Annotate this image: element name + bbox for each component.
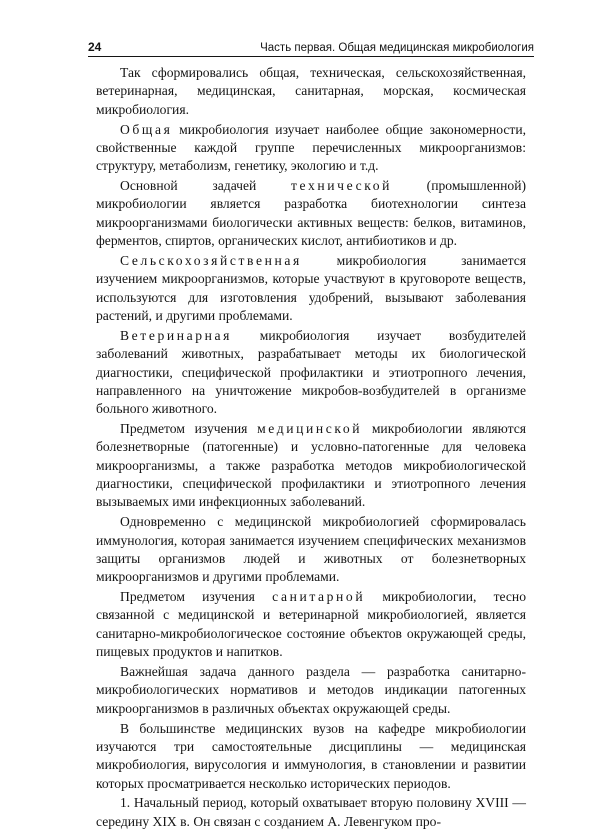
spaced-term: медицинской xyxy=(257,421,363,437)
paragraph-text: Одновременно с медицинской микробиологией сформировалась иммунология, которая занимается изучением специфических механизмов защиты организмов людей и животных от болезнетворных микроорганизмов и другими проблемами. xyxy=(96,514,526,585)
paragraph-text: Предметом изучения xyxy=(120,589,273,605)
paragraph-text: Так сформировались общая, техническая, сельскохозяйственная, ветеринарная, медицинская, санитарная, морская, космическая микробиология. xyxy=(96,65,526,117)
paragraph xyxy=(96,327,526,419)
page-number: 24 xyxy=(88,40,102,54)
paragraph-text: микробиологии являются болезнетворные (патогенные) и условно-патогенные для человека микроорганизмы, а также разработка методов микробиологической диагностики, специфической профилактики и этиотропного лечения вызываемых ими инфекционных заболеваний. xyxy=(96,421,526,510)
paragraph xyxy=(96,420,526,512)
spaced-term: Общая xyxy=(120,121,173,137)
paragraph xyxy=(96,177,526,250)
paragraph-text: микробиология изучает возбудителей заболеваний животных, разрабатывает методы их биологической диагностики, специфической профилактики и этиотропного лечения, направленного на уничтожение микробов-возбудителей в организме больного животного. xyxy=(96,327,526,417)
paragraph xyxy=(96,513,526,586)
running-header xyxy=(88,34,534,54)
paragraph xyxy=(96,794,526,831)
paragraph-text: микробиология занимается изучением микроорганизмов, которые участвуют в круговороте веществ, используются для изготовления удобрений, вызывают заболевания растений, и другими проблемами. xyxy=(96,252,526,323)
paragraph xyxy=(96,121,526,176)
spaced-term: Ветеринарная xyxy=(120,327,233,343)
spaced-term: Сельскохозяйственная xyxy=(120,252,302,268)
paragraph-text: 1. Начальный период, который охватывает вторую половину XVIII — середину XIX в. Он связан с созданием А. Левенгуком про- xyxy=(96,795,526,829)
paragraph-text: В большинстве медицинских вузов на кафедре микробиологии изучаются три самостоятельные дисциплины — медицинская микробиология, вирусология и иммунология, в становлении и развитии которых просматривается несколько исторических периодов. xyxy=(96,720,526,791)
paragraph-text: Предметом изучения xyxy=(120,421,258,437)
spaced-term: технической xyxy=(291,178,392,194)
paragraph xyxy=(96,252,526,325)
paragraph-text: (промышленной) микробиологии является разработка биотехнологии синтеза микроорганизмами биологически активных веществ: белков, витаминов, ферментов, спиртов, органических кислот, антибиотиков и др. xyxy=(96,178,526,249)
paragraph-text: Важнейшая задача данного раздела — разработка санитарно-микробиологических нормативов и методов индикации патогенных микроорганизмов в различных объектах окружающей среды. xyxy=(96,664,526,716)
header-rule xyxy=(88,56,534,57)
running-title: Часть первая. Общая медицинская микробиология xyxy=(260,42,534,54)
paragraph xyxy=(96,588,526,661)
paragraph xyxy=(96,64,526,119)
spaced-term: санитарной xyxy=(272,589,366,605)
body-text xyxy=(96,64,526,833)
paragraph-text: микробиология изучает наиболее общие закономерности, свойственные каждой группе перечисленных микроорганизмов: структуру, метаболизм, генетику, экологию и т.д. xyxy=(96,121,526,174)
paragraph xyxy=(96,720,526,793)
paragraph-text: микробиологии, тесно связанной с медицинской и ветеринарной микробиологией, является санитарно-микробиологическое состояние объектов окружающей среды, пищевых продуктов и напитков. xyxy=(96,589,526,660)
paragraph xyxy=(96,663,526,718)
paragraph-text: Основной задачей xyxy=(120,178,292,194)
